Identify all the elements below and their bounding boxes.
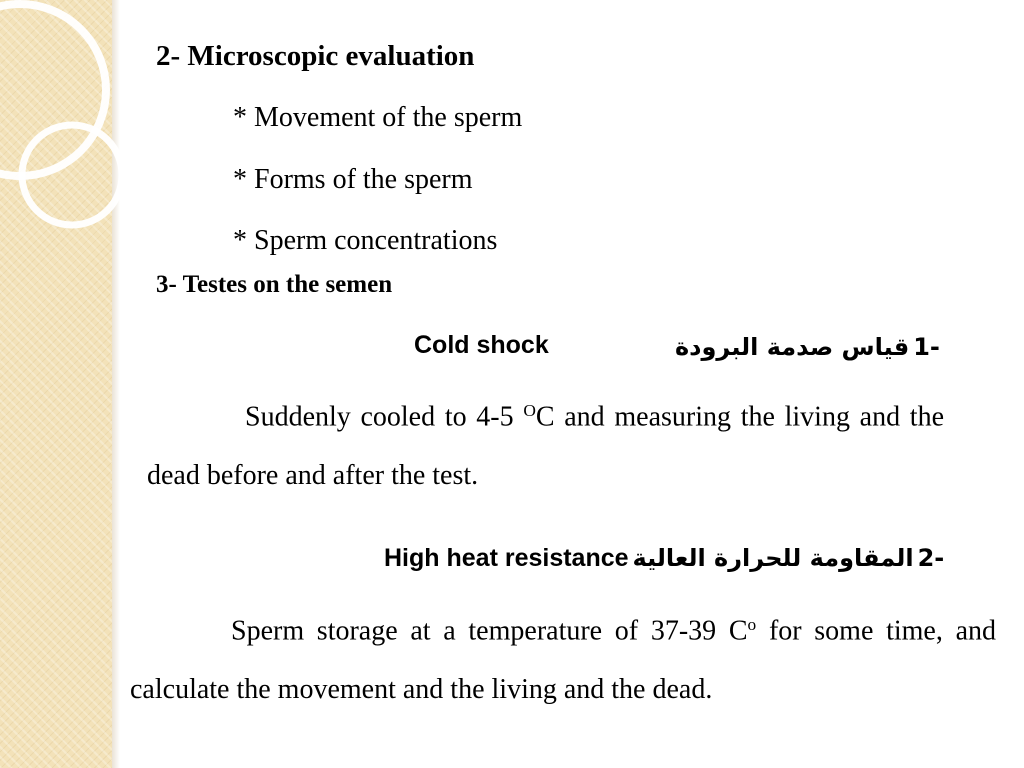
test2-desc-superscript: o: [747, 615, 757, 634]
test2-desc-part2: for some time, and calculate the movement and the living and the dead.: [130, 615, 996, 705]
test2-description: [130, 596, 996, 719]
test1-arabic-label: قياس صدمة البرودة: [675, 333, 910, 361]
test2-arabic-label: المقاومة للحرارة العالية: [632, 544, 914, 572]
test1-desc-superscript: O: [523, 401, 536, 420]
test2-heading: [384, 544, 944, 573]
test2-number: 2-: [917, 544, 945, 572]
test1-arabic-heading: [675, 333, 940, 361]
bullet-movement: * Movement of the sperm: [233, 102, 523, 133]
test2-desc-part1: Sperm storage at a temperature of 37-39 C: [231, 615, 748, 647]
test1-desc-part2: C and measuring the living and the dead before and after the test.: [147, 401, 944, 491]
test1-number: 1-: [913, 333, 940, 361]
test1-description: [147, 382, 944, 505]
test1-english-label: Cold shock: [414, 331, 549, 359]
heading-microscopic-evaluation: 2- Microscopic evaluation: [156, 40, 475, 72]
heading-testes-on-semen: 3- Testes on the semen: [156, 271, 393, 298]
bullet-concentrations: * Sperm concentrations: [233, 225, 498, 256]
large-ring-decoration: [0, 4, 106, 176]
bullet-forms: * Forms of the sperm: [233, 164, 473, 195]
test2-english-label: High heat resistance: [384, 544, 629, 572]
test1-desc-part1: Suddenly cooled to 4-5: [245, 401, 524, 433]
